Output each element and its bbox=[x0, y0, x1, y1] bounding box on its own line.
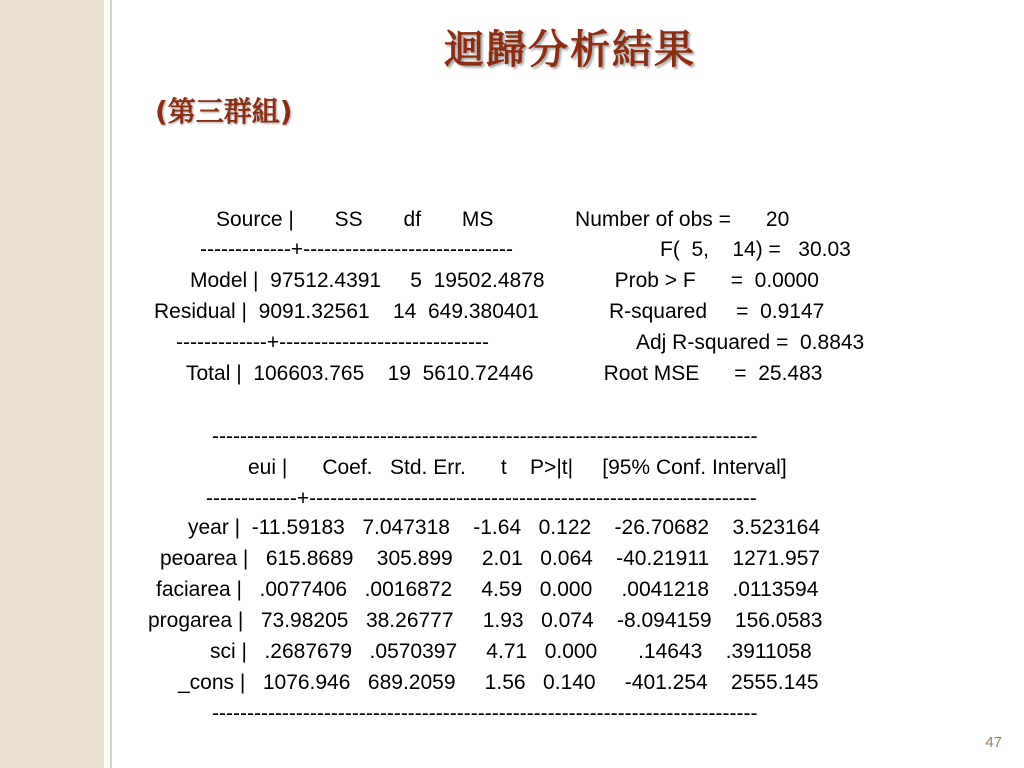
coef-rule-top: ------------------------------------------------------------------------------ bbox=[212, 425, 758, 448]
page-number: 47 bbox=[985, 734, 1002, 751]
coef-rule-mid: -------------+---------------------------------------------------------------- bbox=[206, 487, 757, 510]
slide-subtitle: (第三群組) bbox=[155, 95, 293, 128]
coef-row-year: year | -11.59183 7.047318 -1.64 0.122 -26.70682 3.523164 bbox=[188, 516, 821, 539]
anova-header: Source | SS df MS Number of obs = 20 bbox=[216, 208, 790, 231]
slide-title: 迴歸分析結果 bbox=[444, 27, 696, 73]
anova-adj-r-squared: Adj R-squared = 0.8843 bbox=[636, 331, 865, 354]
coef-header: eui | Coef. Std. Err. t P>|t| [95% Conf. Interval] bbox=[248, 456, 787, 479]
coef-rule-bottom: ------------------------------------------------------------------------------ bbox=[212, 702, 758, 725]
anova-total-row: Total | 106603.765 19 5610.72446 Root MSE = 25.483 bbox=[186, 362, 823, 385]
anova-separator-2: -------------+------------------------------ bbox=[176, 331, 489, 354]
coef-row-faciarea: faciarea | .0077406 .0016872 4.59 0.000 .0041218 .0113594 bbox=[156, 578, 819, 601]
coef-row-progarea: progarea | 73.98205 38.26777 1.93 0.074 -8.094159 156.0583 bbox=[148, 609, 823, 632]
coef-row-cons: _cons | 1076.946 689.2059 1.56 0.140 -401.254 2555.145 bbox=[178, 671, 819, 694]
anova-model-row: Model | 97512.4391 5 19502.4878 Prob > F = 0.0000 bbox=[190, 269, 819, 292]
anova-separator-1: -------------+------------------------------ bbox=[200, 238, 513, 261]
coef-row-peoarea: peoarea | 615.8689 305.899 2.01 0.064 -40.21911 1271.957 bbox=[160, 547, 821, 570]
coef-row-sci: sci | .2687679 .0570397 4.71 0.000 .14643 .3911058 bbox=[210, 640, 812, 663]
anova-fstat: F( 5, 14) = 30.03 bbox=[660, 238, 851, 261]
anova-residual-row: Residual | 9091.32561 14 649.380401 R-squared = 0.9147 bbox=[154, 300, 825, 323]
